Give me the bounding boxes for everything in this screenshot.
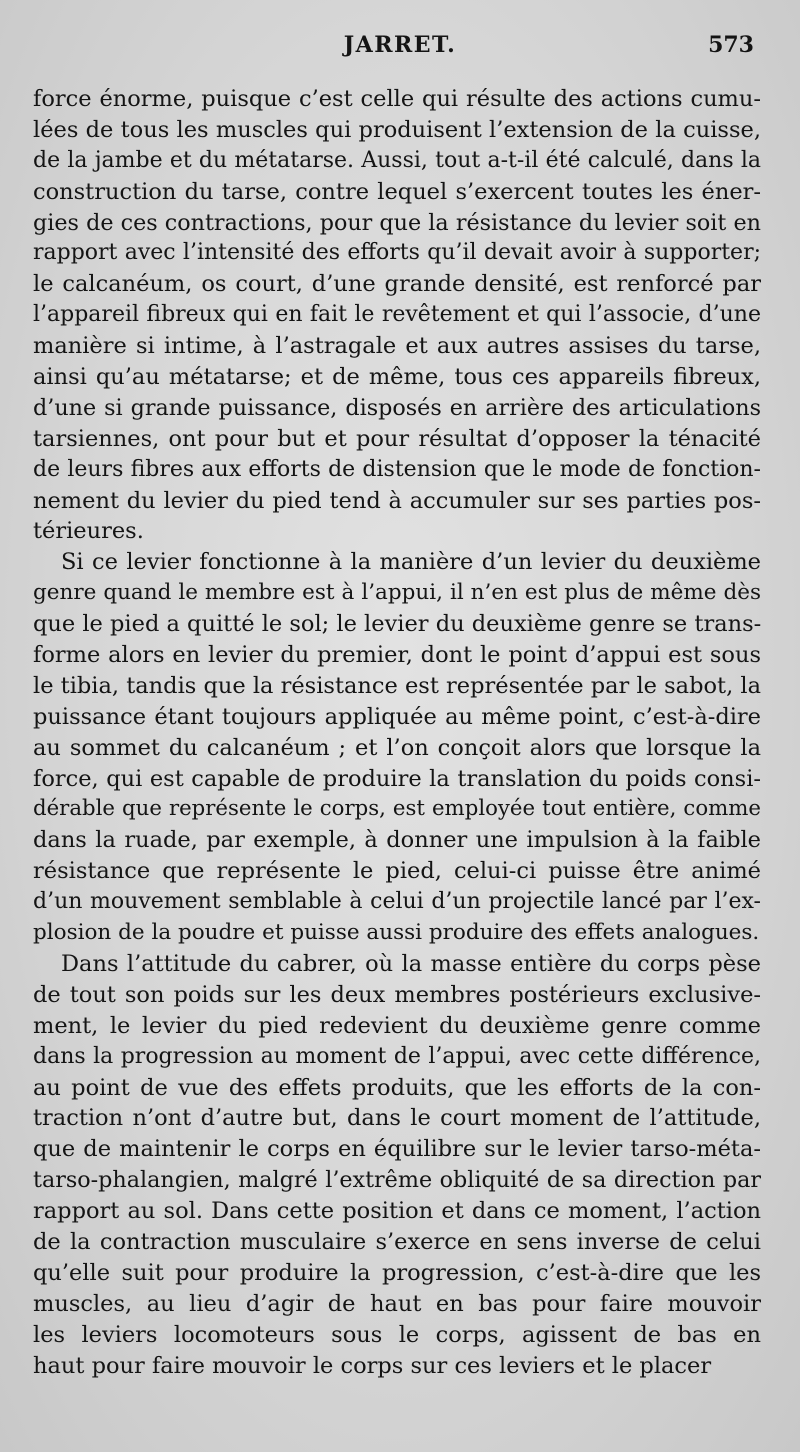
text-line: rapport au sol. Dans cette position et dans ce moment, l’action (33, 1198, 761, 1225)
text-line: Si ce levier fonctionne à la manière d’un levier du deuxième (61, 549, 761, 576)
text-line: construction du tarse, contre lequel s’exercent toutes les éner- (33, 178, 761, 205)
running-title: JARRET. (343, 32, 457, 58)
text-line: les leviers locomoteurs sous le corps, agissent de bas en (33, 1321, 761, 1348)
text-line: que le pied a quitté le sol; le levier du deuxième genre se trans- (33, 611, 761, 638)
text-line: haut pour faire mouvoir le corps sur ces leviers et le placer (33, 1352, 712, 1379)
text-line: que de maintenir le corps en équilibre sur le levier tarso-méta- (33, 1136, 761, 1163)
text-line: de tout son poids sur les deux membres postérieurs exclusive- (33, 981, 761, 1008)
text-line: manière si intime, à l’astragale et aux autres assises du tarse, (33, 333, 761, 360)
text-line: force énorme, puisque c’est celle qui résulte des actions cumu- (33, 86, 761, 112)
body-text (33, 84, 761, 1381)
text-line: dans la progression au moment de l’appui, avec cette différence, (33, 1043, 761, 1069)
text-line: puissance étant toujours appliquée au même point, c’est-à-dire (33, 703, 761, 730)
text-line: de la contraction musculaire s’exerce en sens inverse de celui (33, 1228, 761, 1255)
text-line: forme alors en levier du premier, dont le point d’appui est sous (33, 642, 761, 669)
text-line: plosion de la poudre et puisse aussi produire des effets analogues. (33, 920, 760, 946)
text-line: rapport avec l’intensité des efforts qu’il devait avoir à supporter; (33, 240, 761, 266)
text-line: résistance que représente le pied, celui-ci puisse être animé (33, 858, 761, 885)
text-line: Dans l’attitude du cabrer, où la masse entière du corps pèse (61, 950, 761, 977)
text-line: tarsiennes, ont pour but et pour résultat d’opposer la ténacité (33, 425, 761, 452)
paragraph (33, 84, 761, 547)
text-line: force, qui est capable de produire la translation du poids consi- (33, 765, 761, 792)
text-line: au point de vue des effets produits, que les efforts de la con- (33, 1074, 761, 1101)
page-number: 573 (708, 32, 754, 58)
text-line: dérable que représente le corps, est employée tout entière, comme (33, 796, 761, 822)
text-line: le calcanéum, os court, d’une grande densité, est renforcé par (33, 271, 761, 298)
paragraph (33, 949, 761, 1381)
text-line: de la jambe et du métatarse. Aussi, tout a-t-il été calculé, dans la (33, 147, 761, 173)
running-head (0, 30, 800, 66)
text-line: qu’elle suit pour produire la progression, c’est-à-dire que les (33, 1259, 761, 1286)
text-line: d’un mouvement semblable à celui d’un projectile lancé par l’ex- (33, 889, 761, 915)
text-line: le tibia, tandis que la résistance est représentée par le sabot, la (33, 672, 761, 699)
text-line: de leurs fibres aux efforts de distension que le mode de fonction- (33, 456, 761, 482)
text-line: au sommet du calcanéum ; et l’on conçoit alors que lorsque la (33, 734, 761, 761)
text-line: dans la ruade, par exemple, à donner une impulsion à la faible (33, 827, 761, 854)
text-line: muscles, au lieu d’agir de haut en bas pour faire mouvoir (33, 1290, 761, 1317)
text-line: ainsi qu’au métatarse; et de même, tous ces appareils fibreux, (33, 364, 761, 391)
text-line: d’une si grande puissance, disposés en arrière des articulations (33, 394, 761, 421)
text-line: traction n’ont d’autre but, dans le court moment de l’attitude, (33, 1105, 761, 1132)
text-line: l’appareil fibreux qui en fait le revêtement et qui l’associe, d’une (33, 302, 761, 328)
text-line: genre quand le membre est à l’appui, il n’en est plus de même dès (33, 580, 761, 606)
text-line: gies de ces contractions, pour que la résistance du levier soit en (33, 209, 761, 236)
text-line: lées de tous les muscles qui produisent l’extension de la cuisse, (33, 116, 761, 143)
text-line: térieures. (33, 518, 144, 545)
text-line: nement du levier du pied tend à accumuler sur ses parties pos- (33, 487, 761, 514)
text-line: ment, le levier du pied redevient du deuxième genre comme (33, 1012, 761, 1039)
text-line: tarso-phalangien, malgré l’extrême obliquité de sa direction par (33, 1167, 761, 1194)
paragraph (33, 547, 761, 949)
